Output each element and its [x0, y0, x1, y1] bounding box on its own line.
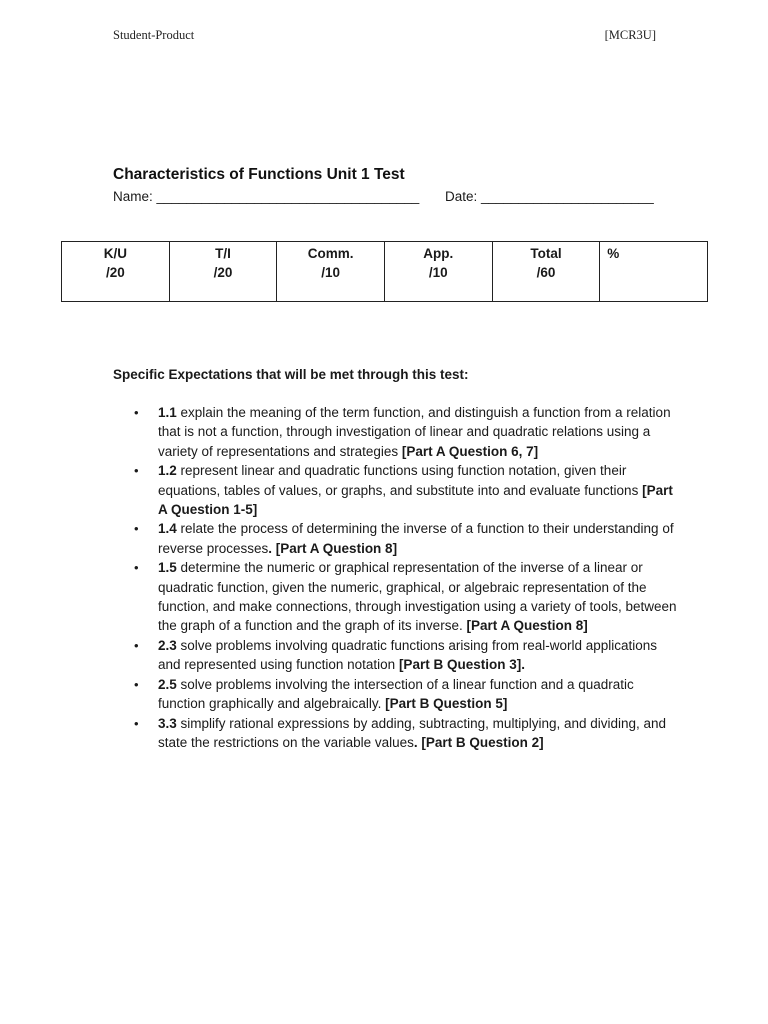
- marks-cell-ti: [169, 242, 277, 302]
- expectation-text: represent linear and quadratic functions using function notation, given their equations, tables of values, or graphs, and substitute into and evaluate functions: [158, 463, 643, 498]
- marks-value: /20: [105, 265, 125, 280]
- expectation-text: explain the meaning of the term function, and distinguish a function from a relation that is not a function, through investigation of linear and quadratic relations using a variety of representations and strategies: [158, 405, 671, 459]
- test-title: Characteristics of Functions Unit 1 Test: [113, 166, 405, 183]
- expectation-ref: [Part A Question 1-5]: [158, 482, 673, 518]
- header-left-label: Student-Product: [113, 28, 195, 42]
- marks-row: [62, 242, 708, 302]
- marks-label: %: [607, 246, 620, 261]
- expectation-text: solve problems involving the intersection of a linear function and a quadratic function graphically and algebraically.: [158, 676, 634, 712]
- expectation-ref: [Part B Question 5]: [385, 696, 508, 712]
- expectation-code: 1.2: [158, 463, 177, 479]
- expectation-code: 1.5: [158, 560, 177, 576]
- expectation-code: 1.1: [158, 405, 177, 420]
- marks-value: /60: [536, 265, 556, 280]
- expectation-ref: [Part A Question 8]: [466, 618, 588, 634]
- expectation-item: [134, 403, 678, 461]
- date-line[interactable]: Date: _______________________: [445, 189, 654, 204]
- header-course-code: [MCR3U]: [604, 28, 656, 42]
- name-line[interactable]: Name: ___________________________________: [113, 189, 420, 204]
- marks-cell-comm: [277, 242, 385, 302]
- bullet-icon: •: [134, 676, 139, 692]
- marks-value: /10: [428, 265, 448, 280]
- marks-value: /10: [321, 265, 341, 280]
- marks-table: [61, 241, 708, 302]
- expectation-item: [134, 461, 678, 519]
- expectation-item: [134, 675, 678, 714]
- expectation-item: [134, 714, 678, 753]
- expectation-text: solve problems involving quadratic functions arising from real-world applications and represented using function notation: [158, 637, 658, 673]
- bullet-icon: •: [134, 463, 139, 479]
- marks-label: T/I: [215, 246, 231, 261]
- marks-label: Comm.: [307, 246, 354, 261]
- expectation-text: determine the numeric or graphical representation of the inverse of a linear or quadratic function, given the numeric, graphical, or algebraic representation of the function, and make connections, through investigation using a variety of tools, between the graph of a function and the graph of its inverse.: [158, 560, 677, 634]
- expectation-ref: [Part A Question 6, 7]: [401, 443, 539, 459]
- expectations-heading: Specific Expectations that will be met through this test:: [113, 367, 469, 382]
- bullet-icon: •: [134, 405, 139, 420]
- expectation-code: 2.5: [158, 676, 177, 692]
- expectation-ref: . [Part A Question 8]: [268, 540, 398, 556]
- bullet-icon: •: [134, 637, 139, 653]
- marks-cell-percent[interactable]: [600, 242, 708, 302]
- marks-cell-total: [492, 242, 600, 302]
- marks-value: /20: [213, 265, 233, 280]
- expectation-ref: [Part B Question 3].: [398, 657, 525, 673]
- bullet-icon: •: [134, 560, 139, 576]
- expectation-ref: . [Part B Question 2]: [413, 734, 544, 750]
- marks-label: K/U: [103, 246, 127, 261]
- expectation-text: simplify rational expressions by adding, subtracting, multiplying, and dividing, and state the restrictions on the variable values: [158, 715, 667, 750]
- bullet-icon: •: [134, 521, 139, 537]
- expectation-item: [134, 519, 678, 558]
- expectation-item: [134, 558, 678, 636]
- bullet-icon: •: [134, 715, 139, 731]
- expectations-list: [134, 403, 678, 752]
- expectation-item: [134, 636, 678, 675]
- expectation-code: 1.4: [158, 521, 177, 537]
- expectation-code: 3.3: [158, 715, 177, 731]
- marks-cell-ku: [62, 242, 170, 302]
- marks-label: App.: [423, 246, 454, 261]
- expectation-code: 2.3: [158, 637, 177, 653]
- marks-cell-app: [384, 242, 492, 302]
- expectation-text: relate the process of determining the inverse of a function to their understanding of reverse processes: [158, 521, 674, 556]
- marks-label: Total: [530, 246, 562, 261]
- name-date-row: [113, 189, 673, 207]
